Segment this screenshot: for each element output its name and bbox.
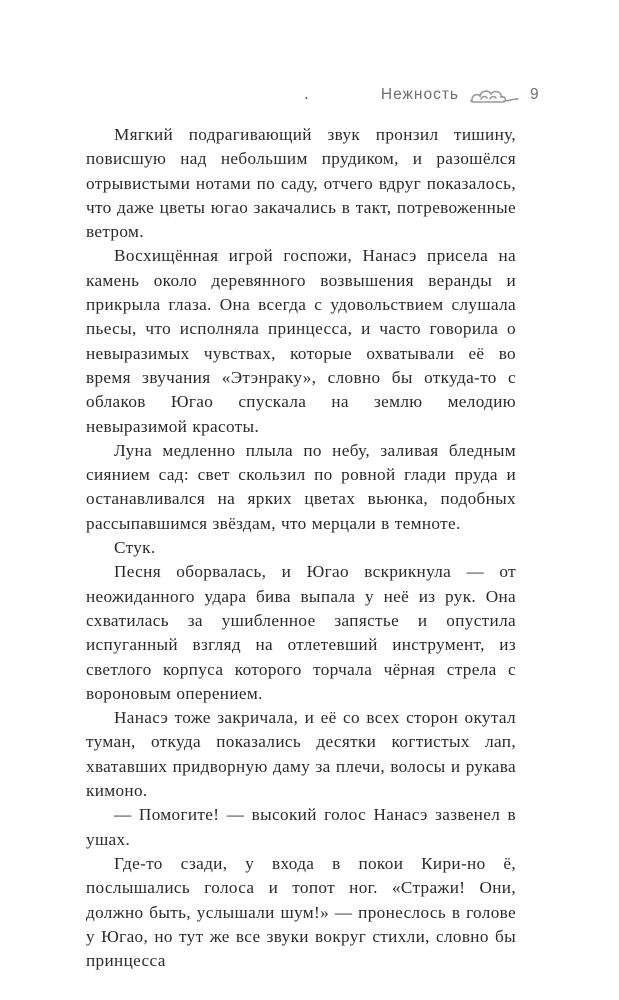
page-number: 9 [530,86,539,103]
paragraph: Песня оборвалась, и Югао вскрикнула — от неожиданного удара бива выпала у неё из рук. Она схватилась за ушибленное запястье и опустила испуганный взгляд на отлетевший инструмент, из светлого корпуса которого торчала чёрная стрела с вороновым оперением. [86,562,516,703]
paragraph: Стук. [114,538,156,558]
header-dot: . [304,85,309,103]
running-header [0,84,619,110]
paragraph: Восхищённая игрой госпожи, Нанасэ присела на камень около деревянного возвышения веранды и прикрыла глаза. Она всегда с удовольствием слушала пьесы, что исполняла принцесса, и часто говорила о невыразимых чувствах, которые охватывали её во время звучания «Этэнраку», словно бы откуда-то с облаков Югао спускала на землю мелодию невыразимой красоты. [86,246,516,436]
body-text [86,123,516,973]
cloud-ornament-icon [466,85,520,105]
paragraph: Луна медленно плыла по небу, заливая бледным сиянием сад: свет скользил по ровной глади пруда и останавливался на ярких цветах вьюнка, подобных рассыпавшимся звёздам, что мерцали в темноте. [86,440,516,533]
paragraph: Мягкий подрагивающий звук пронзил тишину, повисшую над небольшим прудиком, и разошёлся отрывистыми нотами по саду, отчего вдруг показалось, что даже цветы югао закачались в такт, потревоженные ветром. [86,125,516,242]
chapter-title: Нежность [380,86,459,103]
paragraph: Где-то сзади, у входа в покои Кири-но ё, послышались голоса и топот ног. «Стражи! Они, должно быть, услышали шум!» — пронеслось в голове у Югао, но тут же все звуки вокруг стихли, словно бы принцесса [86,853,516,971]
paragraph: Нанасэ тоже закричала, и её со всех сторон окутал туман, откуда показались десятки когтистых лап, хватавших придворную даму за плечи, волосы и рукава кимоно. [86,708,516,801]
paragraph: — Помогите! — высокий голос Нанасэ зазвенел в ушах. [86,805,516,849]
